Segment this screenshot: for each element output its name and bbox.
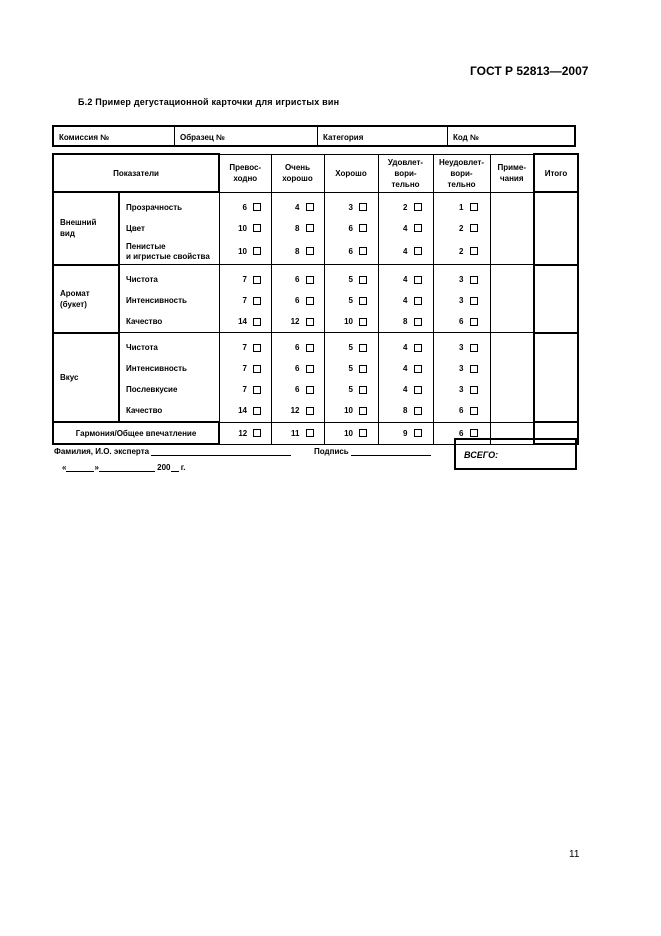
score-value: 6 <box>295 385 300 394</box>
score-value: 6 <box>459 428 464 438</box>
score-cell <box>324 422 378 444</box>
score-checkbox[interactable] <box>359 318 367 326</box>
score-value: 6 <box>295 343 300 352</box>
score-option <box>379 269 433 290</box>
score-cell <box>378 192 433 265</box>
score-option <box>272 290 324 311</box>
score-cell <box>219 333 271 423</box>
indicator-row-name <box>120 239 219 264</box>
score-value: 4 <box>403 296 408 305</box>
score-checkbox[interactable] <box>414 203 422 211</box>
notes-cell[interactable] <box>490 265 534 333</box>
score-checkbox[interactable] <box>359 429 367 437</box>
date-line <box>62 462 186 472</box>
score-cell <box>271 333 324 423</box>
score-option <box>434 400 490 421</box>
score-value: 8 <box>403 406 408 415</box>
score-checkbox[interactable] <box>306 429 314 437</box>
score-checkbox[interactable] <box>414 276 422 284</box>
score-option <box>220 429 271 438</box>
score-checkbox[interactable] <box>359 386 367 394</box>
score-checkbox[interactable] <box>306 203 314 211</box>
excellent-header: Превос- ходно <box>219 154 271 192</box>
score-checkbox[interactable] <box>470 429 478 437</box>
total-label: ВСЕГО: <box>464 450 499 460</box>
score-option <box>434 197 490 218</box>
score-checkbox[interactable] <box>359 276 367 284</box>
score-value: 2 <box>403 202 408 212</box>
indicator-row-name <box>120 311 219 332</box>
score-checkbox[interactable] <box>306 318 314 326</box>
group-name <box>53 333 119 423</box>
score-checkbox[interactable] <box>414 224 422 232</box>
score-option <box>220 197 271 218</box>
score-value: 9 <box>403 428 408 438</box>
score-option <box>379 218 433 239</box>
score-option <box>220 337 271 358</box>
indicator-label: Прозрачность <box>126 202 183 212</box>
very-good-header: Очень хорошо <box>271 154 324 192</box>
score-cell <box>378 422 433 444</box>
card-header-fields <box>52 125 576 147</box>
unsatisfactory-header: Неудовлет- вори- тельно <box>433 154 490 192</box>
score-checkbox[interactable] <box>470 407 478 415</box>
score-checkbox[interactable] <box>306 276 314 284</box>
score-column <box>272 197 324 264</box>
score-checkbox[interactable] <box>414 318 422 326</box>
score-value: 4 <box>295 202 300 212</box>
group-name <box>53 265 119 333</box>
score-option <box>220 269 271 290</box>
score-option <box>325 429 378 438</box>
notes-header: Приме- чания <box>490 154 534 192</box>
score-value: 3 <box>348 202 353 212</box>
score-option <box>434 358 490 379</box>
score-value: 2 <box>459 246 464 256</box>
score-option <box>379 400 433 421</box>
score-option <box>379 239 433 264</box>
group-total-cell[interactable] <box>534 333 578 423</box>
score-option <box>325 400 378 421</box>
score-option <box>379 358 433 379</box>
score-option <box>272 379 324 400</box>
group-name <box>53 192 119 265</box>
group-name-line: Внешний <box>60 218 97 228</box>
score-value: 10 <box>238 246 247 256</box>
score-value: 6 <box>295 296 300 305</box>
score-value: 4 <box>403 343 408 352</box>
score-option <box>272 269 324 290</box>
score-cell <box>219 265 271 333</box>
score-checkbox[interactable] <box>470 203 478 211</box>
score-value: 14 <box>238 406 247 415</box>
score-option <box>434 218 490 239</box>
score-value: 8 <box>295 223 300 233</box>
score-checkbox[interactable] <box>253 344 261 352</box>
indicator-row-name <box>120 379 219 400</box>
score-option <box>220 239 271 264</box>
indicator-row-name <box>120 358 219 379</box>
indicator-group <box>53 265 578 333</box>
score-option <box>325 239 378 264</box>
score-option <box>434 269 490 290</box>
score-column <box>379 197 433 264</box>
tasting-card-table <box>52 153 579 445</box>
score-value: 6 <box>459 406 464 415</box>
indicator-label: Качество <box>126 405 163 415</box>
expert-name-line <box>54 446 291 456</box>
score-value: 6 <box>242 202 247 212</box>
notes-cell[interactable] <box>490 333 534 423</box>
score-option <box>272 239 324 264</box>
score-value: 6 <box>348 223 353 233</box>
score-cell <box>433 192 490 265</box>
score-value: 7 <box>242 275 247 284</box>
score-column <box>272 269 324 332</box>
score-checkbox[interactable] <box>253 365 261 373</box>
score-value: 5 <box>348 385 353 394</box>
score-option <box>434 429 490 438</box>
score-value: 5 <box>348 296 353 305</box>
indicator-label: Интенсивность <box>126 363 187 373</box>
score-value: 5 <box>348 364 353 373</box>
score-cell <box>324 265 378 333</box>
score-option <box>220 218 271 239</box>
score-value: 4 <box>403 385 408 394</box>
score-column <box>272 337 324 421</box>
score-checkbox[interactable] <box>359 297 367 305</box>
score-checkbox[interactable] <box>359 344 367 352</box>
score-checkbox[interactable] <box>470 297 478 305</box>
satisfactory-header: Удовлет- вори- тельно <box>378 154 433 192</box>
expert-label: Фамилия, И.О. эксперта <box>54 447 150 456</box>
score-option <box>379 337 433 358</box>
score-option <box>220 290 271 311</box>
indicator-names <box>119 265 219 333</box>
score-checkbox[interactable] <box>470 247 478 255</box>
score-cell <box>324 333 378 423</box>
group-total-cell[interactable] <box>534 265 578 333</box>
total-header: Итого <box>534 154 578 192</box>
score-checkbox[interactable] <box>306 297 314 305</box>
score-option <box>220 358 271 379</box>
indicator-label: Интенсивность <box>126 295 187 305</box>
score-value: 3 <box>459 296 464 305</box>
group-name-line: Вкус <box>60 372 79 382</box>
score-checkbox[interactable] <box>359 247 367 255</box>
score-checkbox[interactable] <box>253 297 261 305</box>
appendix-caption: Б.2 Пример дегустационной карточки для игристых вин <box>78 97 340 107</box>
score-value: 1 <box>459 202 464 212</box>
score-column <box>220 337 271 421</box>
score-checkbox[interactable] <box>253 386 261 394</box>
score-option <box>272 337 324 358</box>
score-option <box>272 218 324 239</box>
score-value: 3 <box>459 343 464 352</box>
score-cell <box>433 265 490 333</box>
score-checkbox[interactable] <box>253 224 261 232</box>
score-value: 7 <box>242 343 247 352</box>
standard-number: ГОСТ Р 52813—2007 <box>470 64 589 78</box>
commission-field[interactable]: Комиссия № <box>54 127 175 145</box>
score-value: 4 <box>403 223 408 233</box>
score-option <box>325 218 378 239</box>
score-checkbox[interactable] <box>253 203 261 211</box>
score-value: 12 <box>290 406 300 415</box>
score-cell <box>219 192 271 265</box>
year-prefix: 200 <box>157 463 171 472</box>
good-header: Хорошо <box>324 154 378 192</box>
score-value: 7 <box>242 364 247 373</box>
indicator-label: Послевкусие <box>126 384 178 394</box>
indicator-row-name <box>120 197 219 218</box>
score-option <box>325 358 378 379</box>
score-value: 8 <box>295 246 300 256</box>
score-checkbox[interactable] <box>253 429 261 437</box>
score-value: 10 <box>344 317 353 326</box>
score-option <box>434 239 490 264</box>
score-option <box>325 379 378 400</box>
group-total-cell[interactable] <box>534 192 578 265</box>
score-checkbox[interactable] <box>470 318 478 326</box>
score-column <box>434 197 490 264</box>
month-input[interactable] <box>99 462 155 472</box>
score-checkbox[interactable] <box>359 224 367 232</box>
category-field[interactable]: Категория <box>318 127 448 145</box>
score-checkbox[interactable] <box>359 407 367 415</box>
score-checkbox[interactable] <box>470 344 478 352</box>
score-checkbox[interactable] <box>414 429 422 437</box>
score-option <box>325 269 378 290</box>
signature-label: Подпись <box>314 447 349 456</box>
indicator-names <box>119 192 219 265</box>
score-option <box>220 311 271 332</box>
score-checkbox[interactable] <box>414 297 422 305</box>
score-value: 5 <box>348 275 353 284</box>
score-value: 6 <box>348 246 353 256</box>
score-option <box>272 197 324 218</box>
score-value: 5 <box>348 343 353 352</box>
score-option <box>272 400 324 421</box>
score-value: 10 <box>344 406 353 415</box>
date-quote-open: « <box>62 463 67 472</box>
day-input[interactable] <box>66 462 94 472</box>
score-value: 6 <box>295 364 300 373</box>
code-field[interactable]: Код № <box>453 133 479 142</box>
sample-field[interactable]: Образец № <box>175 127 318 145</box>
signature-line <box>314 446 431 456</box>
score-option <box>325 311 378 332</box>
year-suffix: г. <box>180 463 186 472</box>
score-column <box>325 337 378 421</box>
score-option <box>272 311 324 332</box>
score-cell <box>378 333 433 423</box>
indicator-row-name <box>120 337 219 358</box>
score-checkbox[interactable] <box>470 276 478 284</box>
score-cell <box>433 333 490 423</box>
score-option <box>434 379 490 400</box>
score-column <box>325 197 378 264</box>
score-value: 6 <box>295 275 300 284</box>
score-checkbox[interactable] <box>470 365 478 373</box>
score-value: 4 <box>403 246 408 256</box>
score-value: 10 <box>344 428 353 438</box>
indicator-label: Чистота <box>126 342 158 352</box>
score-option <box>220 400 271 421</box>
score-value: 11 <box>291 428 300 438</box>
score-option <box>272 429 324 438</box>
indicator-label: Пенистые <box>126 241 166 251</box>
score-option <box>434 337 490 358</box>
score-checkbox[interactable] <box>253 318 261 326</box>
score-option <box>220 379 271 400</box>
score-option <box>434 311 490 332</box>
score-cell <box>271 192 324 265</box>
signature-input[interactable] <box>351 446 431 456</box>
score-cell <box>324 192 378 265</box>
score-value: 7 <box>242 296 247 305</box>
indicator-names <box>119 333 219 423</box>
score-cell <box>271 265 324 333</box>
score-column <box>220 197 271 264</box>
year-input[interactable] <box>171 462 179 472</box>
score-checkbox[interactable] <box>253 407 261 415</box>
indicator-label: Чистота <box>126 274 158 284</box>
indicator-label: и игристые свойства <box>126 251 210 261</box>
group-name-line: (букет) <box>60 299 87 309</box>
group-name-line: вид <box>60 229 75 239</box>
score-value: 10 <box>238 223 247 233</box>
date-quote-close: » <box>94 463 99 472</box>
score-checkbox[interactable] <box>414 365 422 373</box>
score-cell <box>219 422 271 444</box>
score-option <box>379 311 433 332</box>
score-value: 4 <box>403 275 408 284</box>
score-cell <box>271 422 324 444</box>
score-checkbox[interactable] <box>470 386 478 394</box>
score-checkbox[interactable] <box>253 276 261 284</box>
notes-cell[interactable] <box>490 192 534 265</box>
score-cell <box>378 265 433 333</box>
group-name-line: Аромат <box>60 288 90 298</box>
indicator-row-name <box>120 400 219 421</box>
score-checkbox[interactable] <box>306 386 314 394</box>
score-value: 3 <box>459 385 464 394</box>
score-checkbox[interactable] <box>253 247 261 255</box>
score-value: 2 <box>459 223 464 233</box>
score-checkbox[interactable] <box>359 203 367 211</box>
indicator-group <box>53 192 578 265</box>
score-column <box>220 269 271 332</box>
score-checkbox[interactable] <box>306 224 314 232</box>
indicator-row-name <box>120 290 219 311</box>
expert-name-input[interactable] <box>151 446 291 456</box>
score-checkbox[interactable] <box>359 365 367 373</box>
score-value: 14 <box>238 317 247 326</box>
score-value: 6 <box>459 317 464 326</box>
score-column <box>434 337 490 421</box>
harmony-label: Гармония/Общее впечатление <box>53 422 219 444</box>
score-checkbox[interactable] <box>414 344 422 352</box>
score-checkbox[interactable] <box>414 386 422 394</box>
score-checkbox[interactable] <box>414 247 422 255</box>
indicator-label: Качество <box>126 316 163 326</box>
score-value: 4 <box>403 364 408 373</box>
score-checkbox[interactable] <box>470 224 478 232</box>
score-checkbox[interactable] <box>414 407 422 415</box>
score-option <box>325 197 378 218</box>
score-option <box>325 290 378 311</box>
score-column <box>325 269 378 332</box>
score-value: 8 <box>403 317 408 326</box>
score-value: 3 <box>459 364 464 373</box>
indicator-row-name <box>120 218 219 239</box>
score-value: 12 <box>290 317 300 326</box>
indicators-header: Показатели <box>53 154 219 192</box>
score-checkbox[interactable] <box>306 344 314 352</box>
indicator-row-name <box>120 269 219 290</box>
score-value: 12 <box>238 428 248 438</box>
score-value: 7 <box>242 385 247 394</box>
score-option <box>434 290 490 311</box>
score-checkbox[interactable] <box>306 247 314 255</box>
score-option <box>379 290 433 311</box>
indicator-label: Цвет <box>126 223 145 233</box>
score-column <box>434 269 490 332</box>
score-option <box>379 379 433 400</box>
score-column <box>379 269 433 332</box>
indicator-group <box>53 333 578 423</box>
score-option <box>272 358 324 379</box>
score-option <box>325 337 378 358</box>
score-column <box>379 337 433 421</box>
total-box[interactable] <box>454 438 577 470</box>
score-checkbox[interactable] <box>306 365 314 373</box>
page-number: 11 <box>569 849 580 860</box>
score-checkbox[interactable] <box>306 407 314 415</box>
score-option <box>379 429 433 438</box>
score-value: 3 <box>459 275 464 284</box>
score-option <box>379 197 433 218</box>
